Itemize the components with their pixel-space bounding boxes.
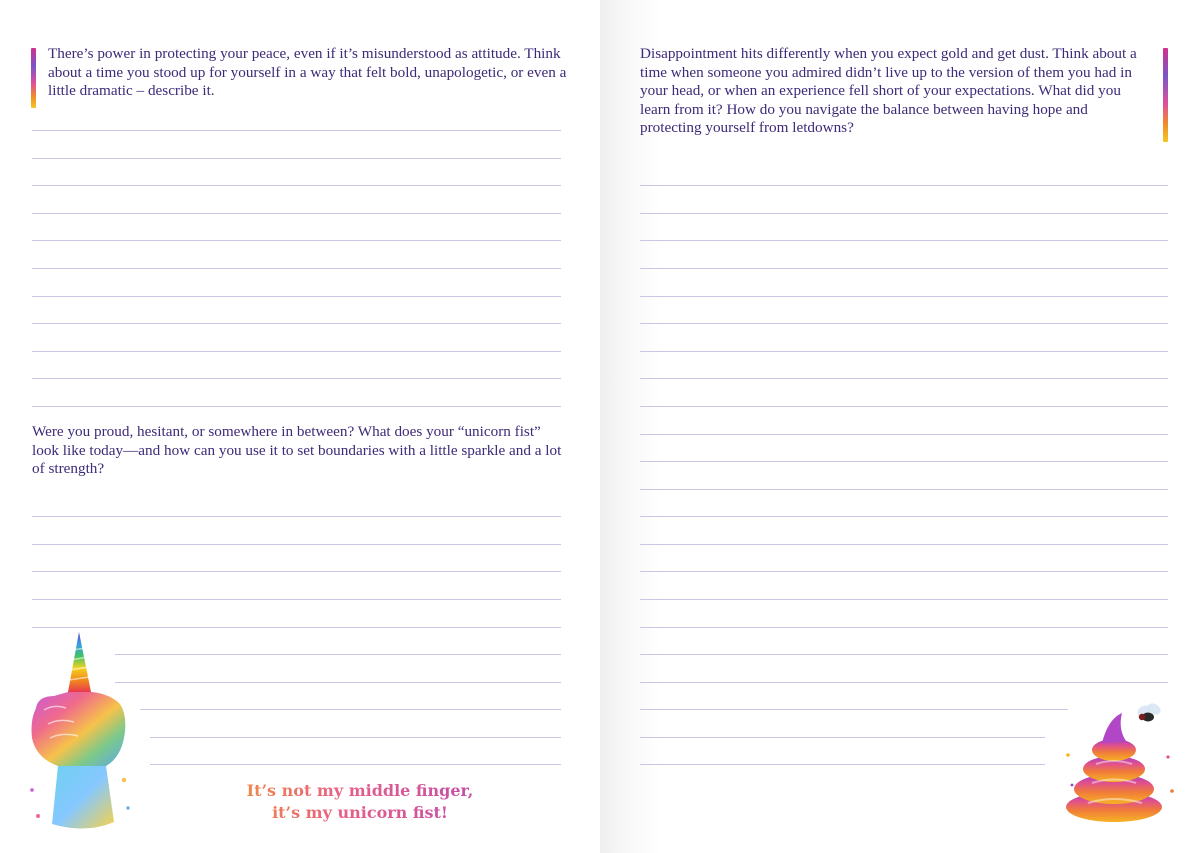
rainbow-accent-bar	[1163, 48, 1168, 142]
journal-prompt-2: Were you proud, hesitant, or somewhere in between? What does your “unicorn fist” look like today—and how can you use it to set boundaries with a little sparkle and a lot of strength?	[32, 423, 562, 478]
writing-line[interactable]	[32, 185, 561, 186]
writing-line[interactable]	[32, 130, 561, 131]
illustration-caption	[200, 780, 520, 824]
writing-line[interactable]	[640, 378, 1168, 379]
writing-line[interactable]	[32, 516, 561, 517]
writing-line[interactable]	[640, 489, 1168, 490]
writing-line[interactable]	[32, 158, 561, 159]
rainbow-poop-with-fly-icon	[1058, 695, 1178, 825]
writing-line[interactable]	[640, 764, 1045, 765]
writing-line[interactable]	[32, 240, 561, 241]
journal-prompt-3: Disappointment hits differently when you expect gold and get dust. Think about a time when someone you admired didn’t live up to the version of them you had in your head, or when an experience fell short of your expectations. What did you learn from it? How do you navigate the balance between having hope and protecting yourself from letdowns?	[640, 45, 1137, 137]
writing-line[interactable]	[640, 599, 1168, 600]
writing-line[interactable]	[640, 737, 1045, 738]
writing-line[interactable]	[640, 544, 1168, 545]
writing-line[interactable]	[32, 599, 561, 600]
writing-line[interactable]	[150, 764, 561, 765]
writing-line[interactable]	[640, 240, 1168, 241]
writing-line[interactable]	[640, 516, 1168, 517]
writing-line[interactable]	[640, 461, 1168, 462]
right-journal-page	[600, 0, 1200, 853]
writing-line[interactable]	[32, 268, 561, 269]
writing-line[interactable]	[640, 296, 1168, 297]
writing-line[interactable]	[32, 378, 561, 379]
writing-line[interactable]	[640, 406, 1168, 407]
writing-line[interactable]	[640, 571, 1168, 572]
writing-line[interactable]	[640, 654, 1168, 655]
writing-line[interactable]	[32, 296, 561, 297]
writing-line[interactable]	[32, 627, 561, 628]
caption-line: it’s my unicorn fist!	[272, 803, 448, 822]
writing-line[interactable]	[640, 709, 1068, 710]
writing-line[interactable]	[32, 213, 561, 214]
writing-line[interactable]	[640, 434, 1168, 435]
writing-line[interactable]	[32, 351, 561, 352]
writing-line[interactable]	[32, 544, 561, 545]
writing-line[interactable]	[115, 682, 561, 683]
writing-line[interactable]	[640, 627, 1168, 628]
caption-line: It’s not my middle finger,	[246, 781, 474, 800]
writing-line[interactable]	[32, 571, 561, 572]
writing-line[interactable]	[640, 323, 1168, 324]
writing-line[interactable]	[640, 185, 1168, 186]
rainbow-unicorn-horn-fist-icon	[24, 630, 144, 835]
journal-prompt-1: There’s power in protecting your peace, even if it’s misunderstood as attitude. Think about a time you stood up for yourself in a way that felt bold, unapologetic, or even a little dramatic – describe it.	[48, 45, 567, 100]
writing-line[interactable]	[640, 213, 1168, 214]
writing-line[interactable]	[150, 737, 561, 738]
writing-line[interactable]	[640, 682, 1168, 683]
rainbow-accent-bar	[31, 48, 36, 108]
writing-line[interactable]	[640, 351, 1168, 352]
writing-line[interactable]	[140, 709, 561, 710]
writing-line[interactable]	[32, 406, 561, 407]
writing-line[interactable]	[640, 268, 1168, 269]
writing-line[interactable]	[115, 654, 561, 655]
writing-line[interactable]	[32, 323, 561, 324]
